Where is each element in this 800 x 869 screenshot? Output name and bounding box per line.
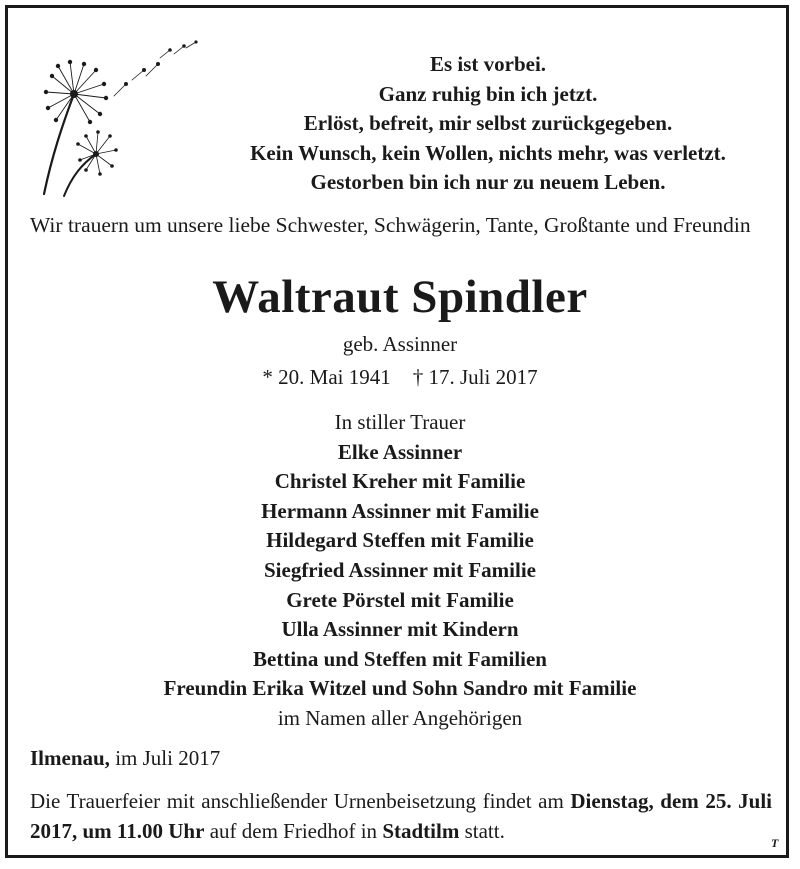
funeral-date: Dienstag, dem 25. Juli 2017, um 11.00 Uhr [30, 789, 773, 843]
death-date: † 17. Juli 2017 [412, 365, 538, 389]
intro-text: Wir trauern um unsere liebe Schwester, Schwägerin, Tante, Großtante und Freundin [30, 213, 751, 237]
mourner-name: Hermann Assinner mit Familie [261, 498, 539, 523]
place-date [30, 746, 220, 771]
place-month: im Juli 2017 [115, 746, 221, 770]
funeral-location: Stadtilm [382, 819, 460, 843]
birth-date: * 20. Mai 1941 [262, 365, 391, 389]
funeral-text-3: statt. [459, 819, 505, 843]
mourner-name: Bettina und Steffen mit Familien [253, 646, 547, 671]
maiden-name: geb. Assinner [342, 332, 458, 356]
funeral-info [30, 786, 772, 846]
publisher-mark: T [771, 836, 779, 850]
poem-line: Es ist vorbei. [429, 52, 547, 76]
funeral-text-2: auf dem Friedhof in [204, 819, 383, 843]
mourner-name: Ulla Assinner mit Kindern [281, 617, 519, 642]
poem-line: Erlöst, befreit, mir selbst zurückgegeben. [303, 111, 673, 135]
dandelion-icon [34, 36, 204, 200]
place-city: Ilmenau, [30, 746, 110, 770]
mourner-name: Christel Kreher mit Familie [274, 469, 526, 494]
life-dates [0, 365, 800, 390]
mourners-list [0, 408, 800, 734]
mourner-name: Grete Pörstel mit Familie [286, 587, 514, 612]
poem-line: Gestorben bin ich nur zu neuem Leben. [310, 170, 666, 194]
mourner-name: Siegfried Assinner mit Familie [263, 557, 536, 582]
deceased-name: Waltraut Spindler [212, 271, 588, 323]
poem-line: Kein Wunsch, kein Wollen, nichts mehr, was verletzt. [250, 140, 726, 165]
mourner-name: Freundin Erika Witzel und Sohn Sandro mit Familie [163, 676, 637, 701]
mourners-heading: In stiller Trauer [334, 410, 466, 434]
mourner-name: Hildegard Steffen mit Familie [266, 528, 534, 553]
poem [200, 50, 776, 198]
mourners-footer: im Namen aller Angehörigen [277, 705, 523, 730]
mourner-name: Elke Assinner [337, 439, 463, 464]
funeral-text-1: Die Trauerfeier mit anschließender Urnenbeisetzung findet am [30, 789, 571, 813]
poem-line: Ganz ruhig bin ich jetzt. [378, 81, 598, 106]
